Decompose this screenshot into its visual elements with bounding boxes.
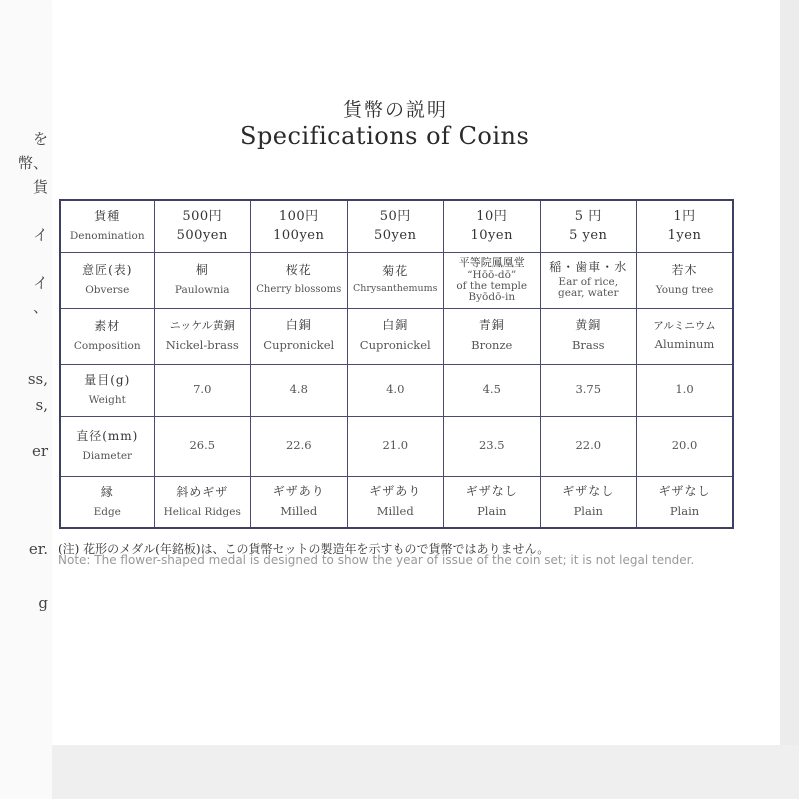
edge-cell (154, 476, 251, 528)
cell-ja: ギザなし (562, 484, 615, 499)
row-label-ja: 量目(g) (84, 373, 131, 388)
row-header-diameter (60, 416, 154, 476)
coin-label-ja: 50円 (379, 208, 411, 224)
cell-ja: 稲・歯車・水 (549, 260, 628, 275)
cell-value: 26.5 (189, 438, 216, 453)
cell-value: 22.0 (575, 438, 602, 453)
row-label-ja: 素材 (94, 319, 121, 334)
composition-cell (347, 308, 444, 364)
left-page-text: 、 (32, 298, 48, 316)
cell-en: Helical Ridges (163, 505, 241, 518)
table-row-denomination (60, 200, 733, 252)
obverse-cell (444, 252, 541, 308)
weight-cell (347, 364, 444, 416)
table-row-composition (60, 308, 733, 364)
row-label-ja: 直径(mm) (76, 429, 139, 444)
edge-cell (444, 476, 541, 528)
row-header-composition (60, 308, 154, 364)
cell-en: Milled (376, 504, 414, 519)
cell-ja: アルミニウム (653, 320, 716, 333)
cell-en: Brass (571, 338, 605, 353)
cell-en: gear, water (558, 286, 619, 299)
composition-cell (540, 308, 637, 364)
row-header-edge (60, 476, 154, 528)
title-english: Specifications of Coins (240, 122, 530, 150)
diameter-cell (444, 416, 541, 476)
cell-value: 3.75 (575, 382, 602, 397)
weight-cell (637, 364, 734, 416)
denomination-500 (154, 200, 251, 252)
cell-ja: 平等院鳳凰堂 (458, 255, 525, 269)
cell-en: Milled (280, 504, 318, 519)
cell-ja: ギザあり (369, 484, 422, 499)
weight-cell (154, 364, 251, 416)
cell-en: Ear of rice, (558, 275, 619, 288)
denomination-5 (540, 200, 637, 252)
row-header-obverse (60, 252, 154, 308)
diameter-cell (347, 416, 444, 476)
coin-label-ja: 5 円 (574, 208, 602, 224)
weight-cell (251, 364, 348, 416)
page-edge-shadow (780, 0, 799, 799)
row-header-denomination (60, 200, 154, 252)
cell-ja: 若木 (671, 263, 698, 278)
composition-cell (637, 308, 734, 364)
left-page-text: 幣、 (17, 154, 48, 172)
obverse-cell (540, 252, 637, 308)
cell-ja: 青銅 (478, 318, 505, 333)
cell-ja: 白銅 (285, 318, 312, 333)
title-japanese: 貨幣の説明 (343, 99, 449, 121)
coin-label-en: 50yen (374, 228, 417, 244)
page-bottom-shadow (52, 745, 799, 799)
weight-cell (540, 364, 637, 416)
denomination-10 (444, 200, 541, 252)
cell-en: of the temple (456, 280, 528, 293)
obverse-cell (347, 252, 444, 308)
left-page-text: イ (32, 226, 48, 244)
denomination-1 (637, 200, 734, 252)
left-page-text: を (32, 130, 48, 148)
cell-en: Chrysanthemums (352, 283, 438, 295)
denomination-50 (347, 200, 444, 252)
cell-value: 7.0 (193, 382, 212, 397)
cell-value: 1.0 (675, 382, 694, 397)
cell-en: Paulownia (174, 283, 230, 296)
cell-en: Plain (477, 504, 507, 519)
cell-ja: ギザあり (272, 484, 325, 499)
cell-en: Bronze (471, 338, 513, 353)
left-page-text: er. (28, 540, 48, 558)
row-label-en: Diameter (82, 449, 133, 462)
coin-label-en: 5 yen (569, 228, 608, 244)
cell-ja: 白銅 (382, 318, 409, 333)
row-label-en: Weight (88, 393, 126, 406)
diameter-cell (540, 416, 637, 476)
cell-value: 4.0 (386, 382, 405, 397)
cell-ja: ニッケル黄銅 (169, 319, 235, 333)
left-page-text: s, (35, 396, 48, 414)
cell-ja: ギザなし (658, 484, 711, 499)
obverse-cell (251, 252, 348, 308)
cell-en: Young tree (655, 283, 714, 296)
coin-label-ja: 100円 (278, 208, 319, 224)
cell-en: Cherry blossoms (256, 284, 342, 296)
table-row-edge (60, 476, 733, 528)
cell-ja: 菊花 (382, 263, 409, 278)
row-header-weight (60, 364, 154, 416)
left-page-text: ss, (27, 370, 48, 388)
cell-en: “Hōō-dō” (467, 269, 517, 282)
obverse-cell (637, 252, 734, 308)
cell-value: 23.5 (478, 438, 505, 453)
edge-cell (637, 476, 734, 528)
row-label-en: Obverse (85, 283, 130, 296)
table-row-obverse (60, 252, 733, 308)
composition-cell (444, 308, 541, 364)
diameter-cell (637, 416, 734, 476)
coin-label-ja: 10円 (476, 208, 508, 224)
left-page-fragment (0, 0, 53, 799)
row-label-en: Edge (93, 505, 121, 518)
row-label-en: Denomination (69, 230, 145, 243)
row-label-en: Composition (73, 339, 141, 352)
coin-spec-table (59, 199, 734, 529)
cell-ja: 桜花 (285, 263, 312, 278)
diameter-cell (154, 416, 251, 476)
coin-label-en: 1yen (667, 228, 702, 244)
row-label-ja: 貨種 (94, 209, 121, 224)
row-label-ja: 縁 (100, 484, 114, 499)
coin-label-ja: 500円 (182, 208, 223, 224)
cell-en: Cupronickel (359, 338, 431, 353)
coin-label-en: 100yen (273, 228, 325, 244)
obverse-cell (154, 252, 251, 308)
cell-ja: 黄銅 (575, 318, 602, 333)
composition-cell (154, 308, 251, 364)
cell-value: 20.0 (671, 438, 698, 453)
cell-en: Plain (669, 504, 700, 519)
cell-value: 4.8 (289, 382, 308, 397)
left-page-text: イ (32, 274, 48, 292)
note-japanese: (注) 花形のメダル(年銘板)は、この貨幣セットの製造年を示すもので貨幣ではありません。 (58, 542, 550, 556)
cell-value: 4.5 (482, 382, 501, 397)
left-page-text: g (38, 594, 48, 612)
note-english: Note: The flower-shaped medal is designed to show the year of issue of the coin set; it is not legal tender. (58, 553, 695, 567)
coin-label-ja: 1円 (673, 208, 696, 224)
table-row-diameter (60, 416, 733, 476)
left-page-text: er (31, 442, 48, 460)
cell-en: Plain (573, 504, 603, 519)
coin-label-en: 10yen (470, 228, 513, 244)
coin-label-en: 500yen (176, 228, 228, 244)
cell-value: 21.0 (382, 438, 409, 453)
cell-en: Aluminum (654, 337, 715, 352)
diameter-cell (251, 416, 348, 476)
cell-en: Nickel-brass (165, 337, 239, 352)
cell-ja: 桐 (195, 263, 209, 278)
edge-cell (540, 476, 637, 528)
cell-en: Byōdō-in (468, 291, 516, 304)
edge-cell (251, 476, 348, 528)
cell-en: Cupronickel (263, 338, 335, 353)
left-page-text: 貨 (32, 178, 48, 196)
cell-ja: ギザなし (465, 484, 518, 499)
composition-cell (251, 308, 348, 364)
row-label-ja: 意匠(表) (82, 263, 133, 278)
table-row-weight (60, 364, 733, 416)
cell-ja: 斜めギザ (176, 484, 229, 499)
denomination-100 (251, 200, 348, 252)
weight-cell (444, 364, 541, 416)
cell-value: 22.6 (285, 438, 312, 453)
edge-cell (347, 476, 444, 528)
